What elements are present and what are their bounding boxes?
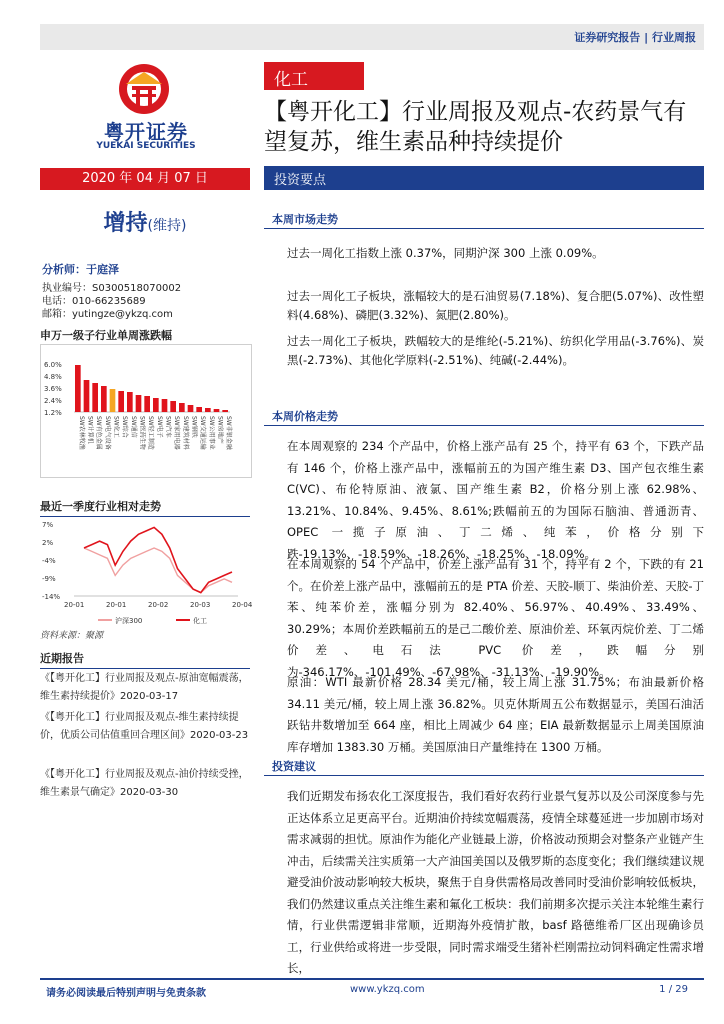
x-tick-label: SW交通运输 xyxy=(199,416,207,450)
x-tick-label: SW房地产 xyxy=(216,416,224,444)
y-tick-label: 7% xyxy=(42,521,54,529)
x-tick-label: SW化工 xyxy=(112,416,120,438)
analyst-license: 执业编号：S0300518070002 xyxy=(42,283,182,294)
logo-text-en: YUEKAI SECURITIES xyxy=(96,141,196,151)
rating xyxy=(40,206,250,237)
analyst-name: 分析师：于庭泽 xyxy=(42,263,119,276)
x-tick-label: SW农林牧渔 xyxy=(77,416,85,450)
bar xyxy=(144,396,150,412)
y-tick-label: -14% xyxy=(42,593,61,601)
legend-label: 化工 xyxy=(193,617,207,625)
bar xyxy=(118,391,124,412)
bar xyxy=(75,365,81,412)
analyst-email[interactable]: 邮箱：yutingze@ykzq.com xyxy=(42,309,173,320)
paragraph: 在本周观察的 234 个产品中，价格上涨产品有 25 个，持平有 63 个，下跌产品有 146 个，价格上涨产品中，涨幅前五的为国产维生素 D3、国产包衣维生素 C(VC)、布伦特原油、液氯、国产维生素 B2，价格分别上涨 62.98%、13.21%、10.84%、9.45%、8.61%;跌幅前五的为国际石脑油、普通沥青、OPEC 一揽子原油、丁二烯、纯苯，价格分别下跌-19.13%、-18.59%、-18.26%、-18.25%、-18.09%。 xyxy=(287,439,704,561)
x-tick-label: SW建筑材料 xyxy=(181,416,189,450)
x-tick-label: SW非银金融 xyxy=(225,416,233,450)
bar xyxy=(162,399,168,412)
logo-text-cn: 粤开证券 xyxy=(104,120,188,144)
report-link[interactable]: 《【粤开化工】行业周报及观点-油价持续受挫，维生素景气确定》2020-03-30 xyxy=(40,769,249,798)
paragraph: 过去一周化工子板块，跌幅较大的是维纶(-5.21%)、纺织化学用品(-3.76%)、炭黑(-2.73%)、其他化学原料(-2.51%)、纯碱(-2.44%)。 xyxy=(287,334,704,367)
bar xyxy=(179,403,185,412)
bar xyxy=(188,405,194,412)
disclaimer-link[interactable]: 请务必阅读最后特别声明与免责条款 xyxy=(46,988,206,999)
legend-label: 沪深300 xyxy=(115,617,143,625)
source-note: 资料来源：聚源 xyxy=(40,631,104,641)
header-bar xyxy=(40,24,704,50)
bar-chart xyxy=(40,344,252,478)
y-tick-label: -9% xyxy=(42,575,56,583)
section-title: 投资建议 xyxy=(272,760,316,773)
chart2-title: 最近一季度行业相对走势 xyxy=(40,498,250,517)
series-line xyxy=(84,548,232,593)
bar xyxy=(127,392,133,412)
x-tick-label: SW轻工制造 xyxy=(147,416,155,450)
x-tick-label: SW电子 xyxy=(155,416,163,438)
report-link[interactable]: 《【粤开化工】行业周报及观点-维生素持续提价，优质公司估值重回合理区间》2020-03-23 xyxy=(40,712,249,741)
sector-tag: 化工 xyxy=(264,62,364,90)
summary-bar: 投资要点 xyxy=(264,166,704,190)
section-header xyxy=(264,406,704,426)
breadcrumb: 证券研究报告 | 行业周报 xyxy=(574,31,696,44)
bar xyxy=(153,398,159,412)
y-tick-label: 4.8% xyxy=(44,373,62,381)
chart1-title: 申万一级子行业单周涨跌幅 xyxy=(40,327,250,346)
analyst-phone: 电话：010-66235689 xyxy=(42,296,146,307)
x-tick-label: SW医药生物 xyxy=(138,416,146,450)
x-tick-label: 20-02 xyxy=(148,601,169,609)
bar xyxy=(214,409,220,412)
x-tick-label: SW计算机 xyxy=(86,416,94,444)
page-title: 【粤开化工】行业周报及观点-农药景气有望复苏，维生素品种持续提价 xyxy=(264,99,687,155)
x-tick-label: 20-03 xyxy=(190,601,211,609)
x-tick-label: 20-04 xyxy=(232,601,252,609)
bar xyxy=(196,407,202,412)
bar xyxy=(170,401,176,412)
website-link[interactable]: www.ykzq.com xyxy=(350,984,425,995)
section-header xyxy=(264,756,704,776)
bar xyxy=(205,408,211,412)
paragraph: 在本周观察的 54 个产品中，价差上涨产品有 31 个，持平有 2 个，下跌的有 21 个。在价差上涨产品中，涨幅前五的是 PTA 价差、天胶-顺丁、柴油价差、天胶-丁苯、纯苯价差，涨幅分别为 82.40%、56.97%、40.49%、33.49%、30.29%；本周价差跌幅前五的是己二酸价差、原油价差、环氧丙烷价差、丁二烯价差、电石法 PVC 价差，跌幅分别为-346.17%、-101.49%、-67.98%、-31.13%、-19.90%。 xyxy=(287,557,704,679)
x-tick-label: SW通信 xyxy=(129,416,137,438)
rating-sub: (维持) xyxy=(147,218,187,234)
paragraph: 过去一周化工子板块，涨幅较大的是石油贸易(7.18%)、复合肥(5.07%)、改性塑料(4.68%)、磷肥(3.32%)、氮肥(2.80%)。 xyxy=(287,289,704,322)
section-header xyxy=(264,209,704,229)
x-tick-label: SW钢铁 xyxy=(190,416,198,438)
y-tick-label: 2% xyxy=(42,539,54,547)
series-line xyxy=(84,527,232,592)
paragraph: 原油：WTI 最新价格 28.34 美元/桶，较上周上涨 31.75%；布油最新价格 34.11 美元/桶，较上周上涨 36.82%。贝克休斯周五公布数据显示，美国石油活跃钻井数增加至 664 座，相比上周减少 64 座；EIA 最新数据显示上周美国原油库存增加 1383.30 万桶。美国原油日产量维持在 1300 万桶。 xyxy=(287,675,704,754)
section-title: 本周市场走势 xyxy=(272,213,338,226)
x-tick-label: SW有色金属 xyxy=(95,416,103,450)
footer xyxy=(40,978,704,998)
bar xyxy=(92,383,98,412)
bar xyxy=(101,386,107,412)
x-tick-label: SW汽车 xyxy=(164,416,172,438)
bar xyxy=(84,380,90,412)
report-date: 2020 年 04 月 07 日 xyxy=(40,168,250,190)
x-tick-label: SW家用电器 xyxy=(173,416,181,450)
y-tick-label: 6.0% xyxy=(44,361,62,369)
y-tick-label: 2.4% xyxy=(44,397,62,405)
page-number: 1 / 29 xyxy=(659,984,688,995)
yuekai-logo xyxy=(112,62,176,116)
x-tick-label: SW电气设备 xyxy=(103,416,111,450)
y-tick-label: -4% xyxy=(42,557,56,565)
section-title: 本周价格走势 xyxy=(272,410,338,423)
y-tick-label: 3.6% xyxy=(44,385,62,393)
recent-reports-title: 近期报告 xyxy=(40,650,250,669)
rating-main: 增持 xyxy=(103,211,148,236)
x-tick-label: 20-01 xyxy=(106,601,127,609)
x-tick-label: 20-01 xyxy=(64,601,85,609)
report-link[interactable]: 《【粤开化工】行业周报及观点-原油宽幅震荡，维生素持续提价》2020-03-17 xyxy=(40,673,249,702)
bar xyxy=(222,410,228,412)
paragraph: 我们近期发布扬农化工深度报告，我们看好农药行业景气复苏以及公司深度参与先正达体系立足更高平台。近期油价持续宽幅震荡，疫情全球蔓延进一步加剧市场对需求减弱的担忧。原油作为能化产业链最上游，价格波动预期会对整条产业链产生冲击，后续需关注实质第一大产油国美国以及俄罗斯的态度变化；我们继续建议规避受油价波动影响较大板块，聚焦于自身供需格局改善同时受油价影响较低板块，我们仍然建议重点关注维生素和氟化工板块：我们前期多次提示关注本轮维生素行情，行业供需逻辑非常顺，近期海外疫情扩散，basf 路德维希厂区出现确诊员工，行业供给或将进一步受限，同时需求端受生猪补栏刚需拉动饲料确定性需求增长， xyxy=(287,789,704,975)
paragraph: 过去一周化工指数上涨 0.37%，同期沪深 300 上涨 0.09%。 xyxy=(287,246,604,260)
x-tick-label: SW综合 xyxy=(121,416,129,438)
bar xyxy=(136,395,142,412)
line-chart xyxy=(40,514,252,628)
x-tick-label: SW公用事业 xyxy=(207,416,215,450)
bar xyxy=(110,389,116,412)
y-tick-label: 1.2% xyxy=(44,409,62,417)
